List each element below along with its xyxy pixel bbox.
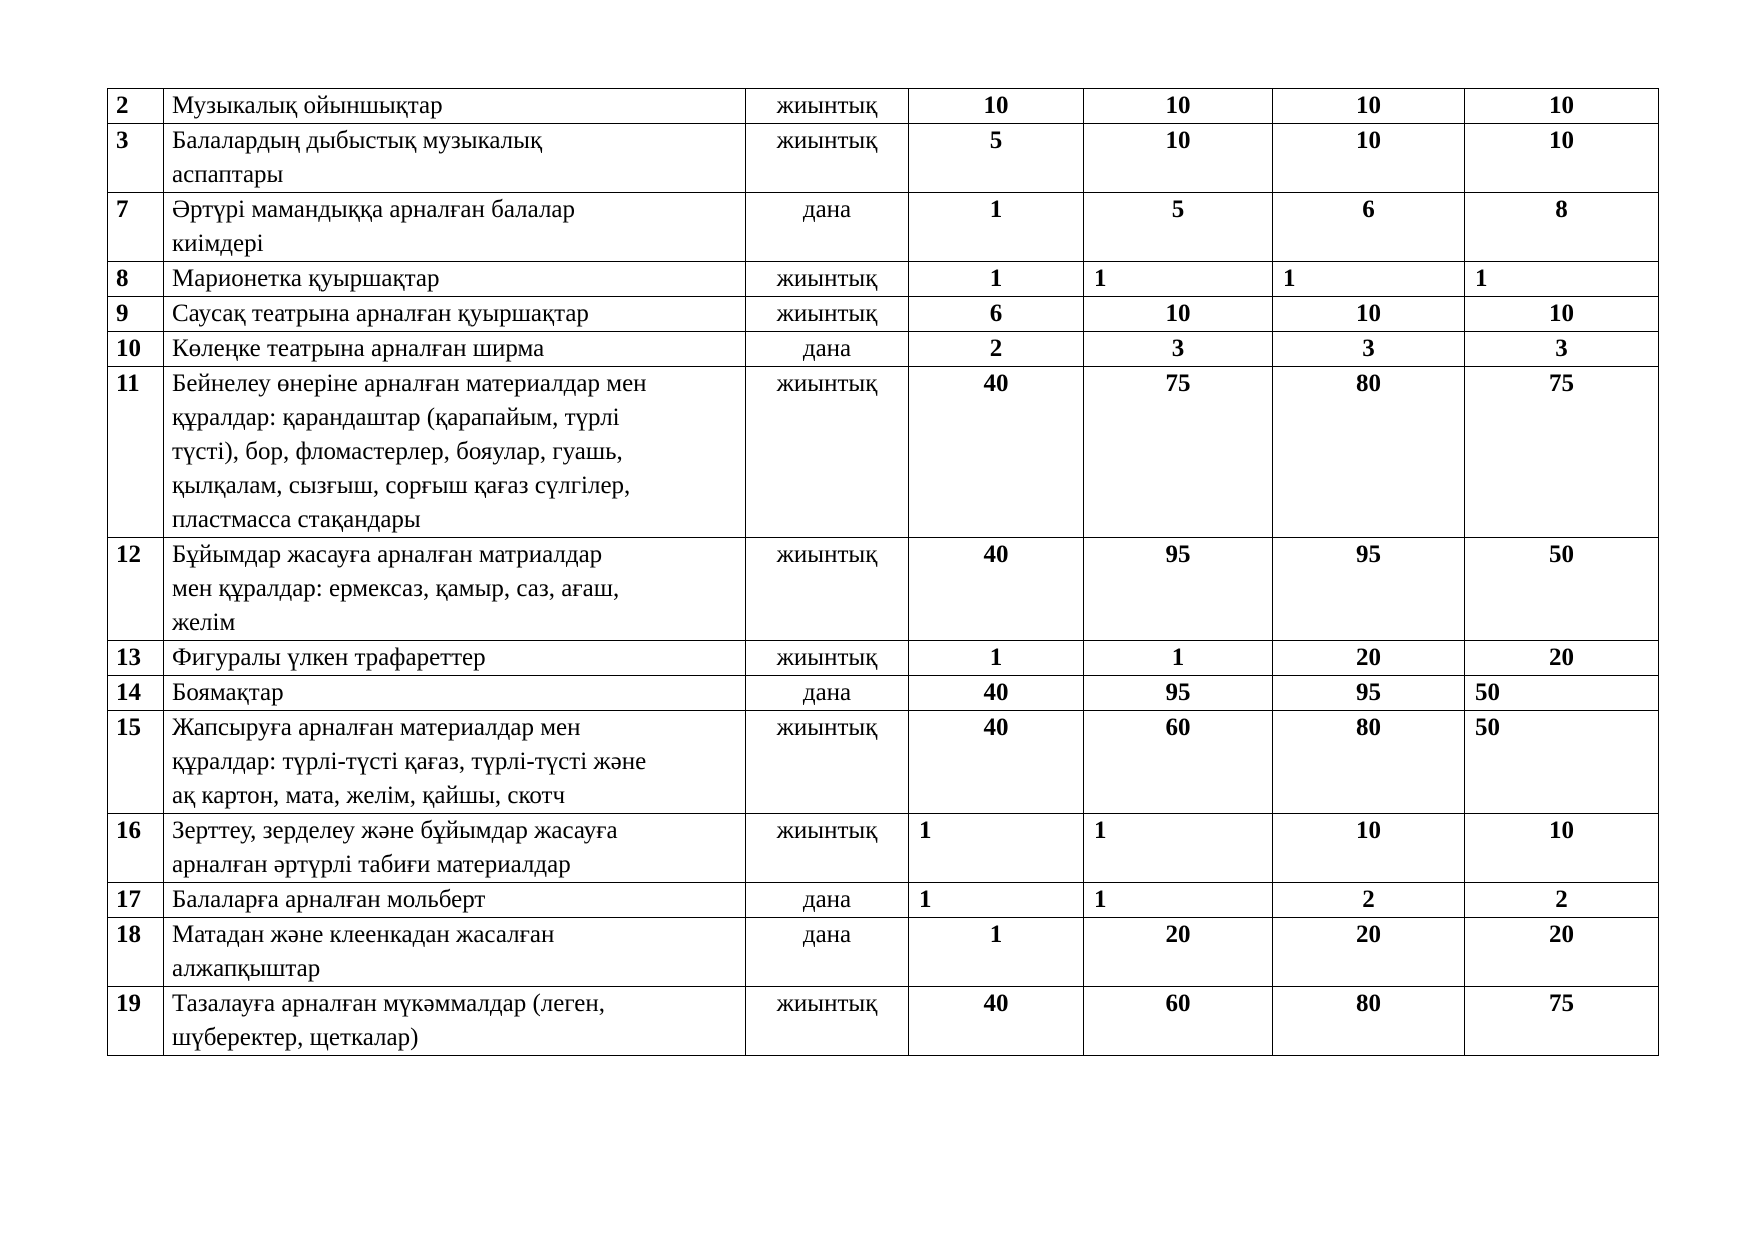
row-number: 17 xyxy=(108,883,164,918)
item-name: Балаларға арналған мольберт xyxy=(164,883,746,918)
item-unit: дана xyxy=(746,332,909,367)
quantity-cell: 40 xyxy=(909,711,1084,814)
quantity-cell: 10 xyxy=(1273,89,1465,124)
quantity-cell: 1 xyxy=(909,262,1084,297)
item-name: Жапсыруға арналған материалдар мен құралдар: түрлі-түсті қағаз, түрлі-түсті және ақ картон, мата, желім, қайшы, скотч xyxy=(164,711,746,814)
item-unit: дана xyxy=(746,193,909,262)
quantity-cell: 1 xyxy=(1084,883,1273,918)
table-row xyxy=(108,124,1659,193)
item-name: Музыкалық ойыншықтар xyxy=(164,89,746,124)
item-unit: дана xyxy=(746,918,909,987)
item-unit: жиынтық xyxy=(746,987,909,1056)
quantity-cell: 8 xyxy=(1465,193,1659,262)
quantity-cell: 10 xyxy=(1465,124,1659,193)
item-unit: жиынтық xyxy=(746,711,909,814)
table-row xyxy=(108,262,1659,297)
quantity-cell: 5 xyxy=(909,124,1084,193)
quantity-cell: 80 xyxy=(1273,367,1465,538)
quantity-cell: 2 xyxy=(909,332,1084,367)
quantity-cell: 1 xyxy=(1465,262,1659,297)
table-row xyxy=(108,332,1659,367)
table-row xyxy=(108,814,1659,883)
quantity-cell: 10 xyxy=(909,89,1084,124)
row-number: 10 xyxy=(108,332,164,367)
quantity-cell: 10 xyxy=(1465,297,1659,332)
row-number: 14 xyxy=(108,676,164,711)
table-row xyxy=(108,89,1659,124)
quantity-cell: 10 xyxy=(1273,124,1465,193)
quantity-cell: 6 xyxy=(909,297,1084,332)
quantity-cell: 50 xyxy=(1465,711,1659,814)
item-name: Көлеңке театрына арналған ширма xyxy=(164,332,746,367)
item-name: Саусақ театрына арналған қуыршақтар xyxy=(164,297,746,332)
quantity-cell: 75 xyxy=(1465,987,1659,1056)
quantity-cell: 10 xyxy=(1084,297,1273,332)
table-row xyxy=(108,676,1659,711)
quantity-cell: 2 xyxy=(1465,883,1659,918)
item-name: Матадан және клеенкадан жасалған алжапқыштар xyxy=(164,918,746,987)
quantity-cell: 40 xyxy=(909,367,1084,538)
item-unit: жиынтық xyxy=(746,367,909,538)
item-unit: жиынтық xyxy=(746,538,909,641)
table-row xyxy=(108,538,1659,641)
quantity-cell: 20 xyxy=(1465,641,1659,676)
item-unit: жиынтық xyxy=(746,262,909,297)
item-name: Зерттеу, зерделеу және бұйымдар жасауға арналған әртүрлі табиғи материалдар xyxy=(164,814,746,883)
item-name: Боямақтар xyxy=(164,676,746,711)
quantity-cell: 1 xyxy=(1273,262,1465,297)
quantity-cell: 3 xyxy=(1465,332,1659,367)
quantity-cell: 50 xyxy=(1465,676,1659,711)
quantity-cell: 75 xyxy=(1084,367,1273,538)
quantity-cell: 75 xyxy=(1465,367,1659,538)
row-number: 8 xyxy=(108,262,164,297)
quantity-cell: 20 xyxy=(1273,641,1465,676)
row-number: 11 xyxy=(108,367,164,538)
quantity-cell: 10 xyxy=(1273,814,1465,883)
quantity-cell: 3 xyxy=(1084,332,1273,367)
quantity-cell: 95 xyxy=(1273,676,1465,711)
table-row xyxy=(108,367,1659,538)
quantity-cell: 2 xyxy=(1273,883,1465,918)
table-row xyxy=(108,987,1659,1056)
item-name: Бейнелеу өнеріне арналған материалдар мен құралдар: қарандаштар (қарапайым, түрлі түсті), бор, фломастерлер, бояулар, гуашь, қылқалам, сызғыш, сорғыш қағаз сүлгілер, пластмасса стақандары xyxy=(164,367,746,538)
quantity-cell: 10 xyxy=(1465,89,1659,124)
item-unit: жиынтық xyxy=(746,124,909,193)
quantity-cell: 1 xyxy=(1084,641,1273,676)
quantity-cell: 95 xyxy=(1084,676,1273,711)
item-name: Әртүрі мамандыққа арналған балалар киімдері xyxy=(164,193,746,262)
table-row xyxy=(108,918,1659,987)
quantity-cell: 1 xyxy=(909,883,1084,918)
quantity-cell: 10 xyxy=(1084,124,1273,193)
item-name: Балалардың дыбыстық музыкалық аспаптары xyxy=(164,124,746,193)
quantity-cell: 1 xyxy=(1084,262,1273,297)
row-number: 9 xyxy=(108,297,164,332)
quantity-cell: 60 xyxy=(1084,711,1273,814)
table-row xyxy=(108,641,1659,676)
equipment-table xyxy=(107,88,1659,1056)
quantity-cell: 5 xyxy=(1084,193,1273,262)
item-unit: дана xyxy=(746,676,909,711)
row-number: 18 xyxy=(108,918,164,987)
row-number: 19 xyxy=(108,987,164,1056)
table-body xyxy=(108,89,1659,1056)
item-name: Марионетка қуыршақтар xyxy=(164,262,746,297)
quantity-cell: 60 xyxy=(1084,987,1273,1056)
item-unit: жиынтық xyxy=(746,814,909,883)
quantity-cell: 50 xyxy=(1465,538,1659,641)
row-number: 7 xyxy=(108,193,164,262)
row-number: 15 xyxy=(108,711,164,814)
quantity-cell: 3 xyxy=(1273,332,1465,367)
quantity-cell: 95 xyxy=(1084,538,1273,641)
quantity-cell: 1 xyxy=(909,918,1084,987)
quantity-cell: 10 xyxy=(1273,297,1465,332)
item-unit: жиынтық xyxy=(746,297,909,332)
quantity-cell: 6 xyxy=(1273,193,1465,262)
item-name: Фигуралы үлкен трафареттер xyxy=(164,641,746,676)
table-row xyxy=(108,193,1659,262)
quantity-cell: 1 xyxy=(909,814,1084,883)
table-row xyxy=(108,297,1659,332)
quantity-cell: 80 xyxy=(1273,987,1465,1056)
quantity-cell: 20 xyxy=(1084,918,1273,987)
quantity-cell: 95 xyxy=(1273,538,1465,641)
quantity-cell: 1 xyxy=(909,641,1084,676)
quantity-cell: 1 xyxy=(909,193,1084,262)
quantity-cell: 10 xyxy=(1465,814,1659,883)
quantity-cell: 20 xyxy=(1273,918,1465,987)
row-number: 2 xyxy=(108,89,164,124)
item-unit: дана xyxy=(746,883,909,918)
row-number: 3 xyxy=(108,124,164,193)
item-unit: жиынтық xyxy=(746,641,909,676)
row-number: 16 xyxy=(108,814,164,883)
quantity-cell: 40 xyxy=(909,987,1084,1056)
item-unit: жиынтық xyxy=(746,89,909,124)
quantity-cell: 80 xyxy=(1273,711,1465,814)
quantity-cell: 10 xyxy=(1084,89,1273,124)
quantity-cell: 40 xyxy=(909,538,1084,641)
quantity-cell: 1 xyxy=(1084,814,1273,883)
table-row xyxy=(108,883,1659,918)
row-number: 12 xyxy=(108,538,164,641)
item-name: Бұйымдар жасауға арналған матриалдар мен құралдар: ермексаз, қамыр, саз, ағаш, желім xyxy=(164,538,746,641)
row-number: 13 xyxy=(108,641,164,676)
table-row xyxy=(108,711,1659,814)
quantity-cell: 20 xyxy=(1465,918,1659,987)
quantity-cell: 40 xyxy=(909,676,1084,711)
item-name: Тазалауға арналған мүкәммалдар (леген, шүберектер, щеткалар) xyxy=(164,987,746,1056)
